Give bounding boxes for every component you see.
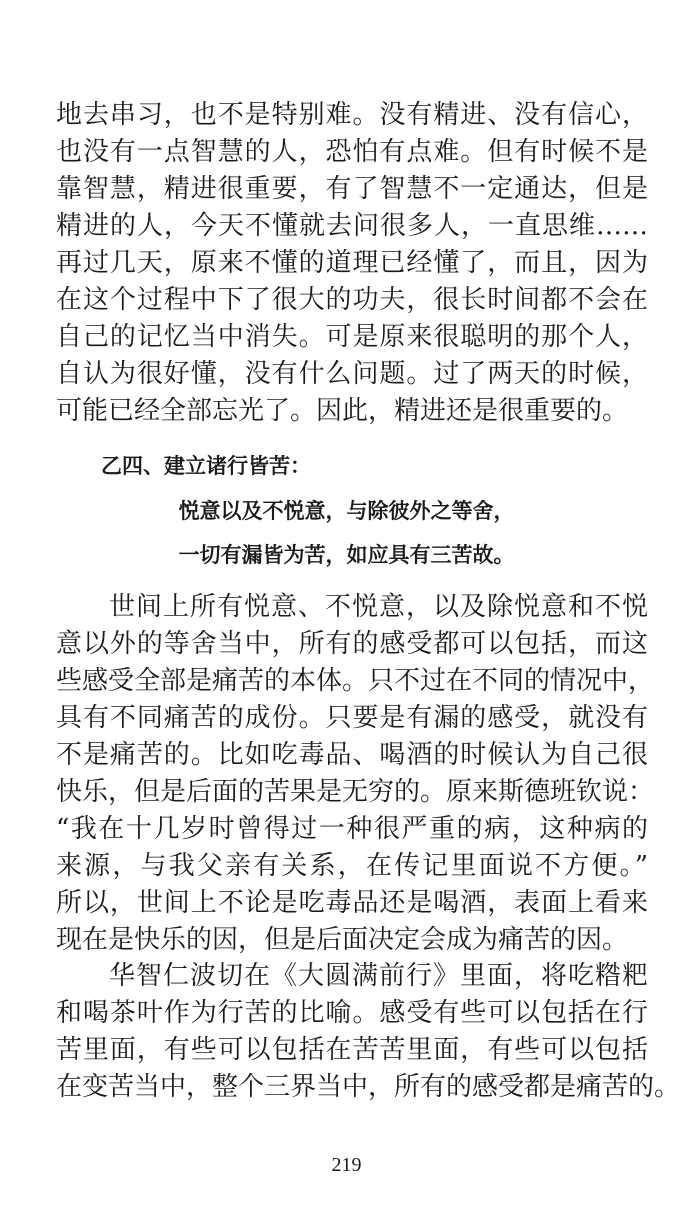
- paragraph-line: 地去串习，也不是特别难。没有精进、没有信心，: [56, 100, 648, 130]
- paragraph-line: 在变苦当中，整个三界当中，所有的感受都是痛苦的。: [56, 1072, 681, 1102]
- paragraph-1: [56, 97, 648, 430]
- paragraph-line: 意以外的等舍当中，所有的感受都可以包括，而这: [56, 629, 648, 659]
- paragraph-line: 苦里面，有些可以包括在苦苦里面，有些可以包括: [56, 1035, 648, 1065]
- paragraph-line: 华智仁波切在《大圆满前行》里面，将吃糌粑: [109, 961, 648, 991]
- paragraph-line: 在这个过程中下了很大的功夫，很长时间都不会在: [56, 285, 648, 315]
- paragraph-line: 来源，与我父亲有关系，在传记里面说不方便。”: [56, 851, 648, 881]
- paragraph-line: 和喝茶叶作为行苦的比喻。感受有些可以包括在行: [56, 998, 648, 1028]
- paragraph-line: 所以，世间上不论是吃毒品还是喝酒，表面上看来: [56, 888, 648, 918]
- paragraph-line: 自认为很好懂，没有什么问题。过了两天的时候，: [56, 359, 648, 389]
- paragraph-line: 自己的记忆当中消失。可是原来很聪明的那个人，: [56, 322, 648, 352]
- paragraph-line: 现在是快乐的因，但是后面决定会成为痛苦的因。: [56, 925, 629, 955]
- paragraph-line: 世间上所有悦意、不悦意，以及除悦意和不悦: [109, 592, 648, 622]
- paragraph-line: 具有不同痛苦的成份。只要是有漏的感受，就没有: [56, 703, 648, 733]
- verse-line-2: 一切有漏皆为苦，如应具有三苦故。: [178, 543, 515, 567]
- section-heading: 乙四、建立诸行皆苦：: [101, 454, 311, 478]
- paragraph-3: [56, 958, 681, 1106]
- paragraph-line: 精进的人，今天不懂就去问很多人，一直思维……: [56, 211, 648, 241]
- paragraph-line: 快乐，但是后面的苦果是无穷的。原来斯德班钦说：: [56, 777, 655, 807]
- paragraph-line: 不是痛苦的。比如吃毒品、喝酒的时候认为自己很: [56, 740, 648, 770]
- verse-line-1: 悦意以及不悦意，与除彼外之等舍，: [178, 499, 515, 523]
- paragraph-2: [56, 589, 655, 959]
- paragraph-line: 些感受全部是痛苦的本体。只不过在不同的情况中，: [56, 666, 655, 696]
- paragraph-line: 可能已经全部忘光了。因此，精进还是很重要的。: [56, 396, 629, 426]
- paragraph-line: 靠智慧，精进很重要，有了智慧不一定通达，但是: [56, 174, 648, 204]
- paragraph-line: 再过几天，原来不懂的道理已经懂了，而且，因为: [56, 248, 648, 278]
- paragraph-line: “我在十几岁时曾得过一种很严重的病，这种病的: [56, 814, 648, 844]
- paragraph-line: 也没有一点智慧的人，恐怕有点难。但有时候不是: [56, 137, 648, 167]
- page-number: 219: [331, 1154, 362, 1176]
